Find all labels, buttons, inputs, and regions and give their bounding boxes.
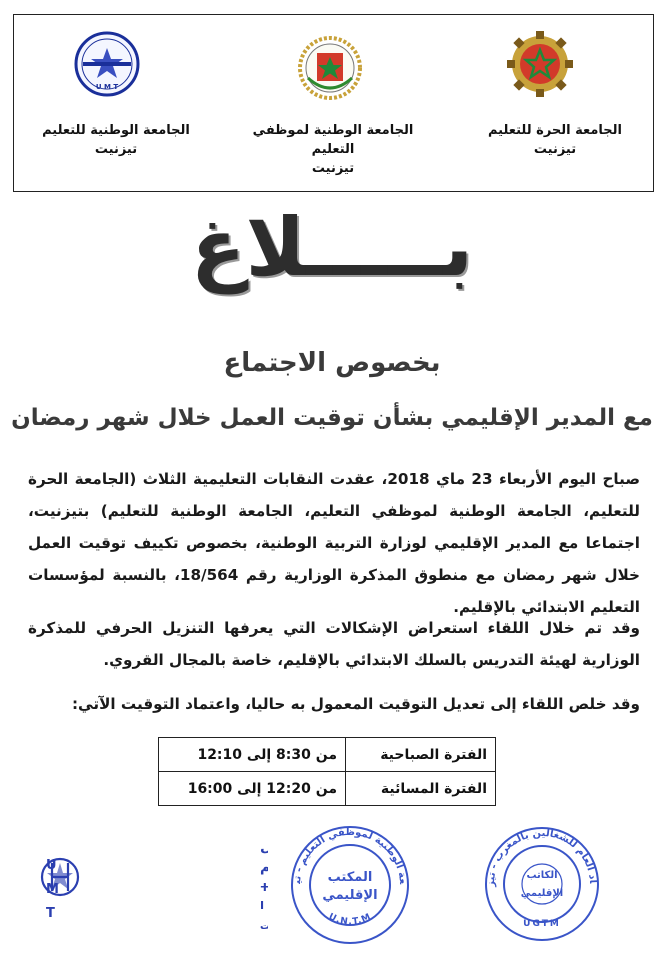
svg-text:ⵜⴰⴼⴻⴷⵔⴰⵍⵜ ⵜⴰⵏⴰⵎⵓⵔⵜ: ⵜ <box>260 881 268 894</box>
time-range <box>159 772 346 806</box>
org-name-fnfe <box>233 121 433 178</box>
svg-text:T: T <box>46 906 55 921</box>
svg-text:الجامعة الوطنية لموظفي التعليم: عة الوطنية لموظفي التعليم - تي <box>291 826 409 885</box>
svg-text:U.N.T.M: U.N.T.M <box>326 911 374 928</box>
umt-emblem-icon <box>62 30 152 100</box>
org-city-label: تيزنيت <box>94 142 138 157</box>
org-name-label: الجامعة الوطنية للتعليم <box>42 123 190 138</box>
schedule-table <box>158 737 496 806</box>
org-name-label: الجامعة الحرة للتعليم <box>487 123 623 138</box>
svg-text:M: M <box>46 882 59 897</box>
period-label: الفترة المسائية <box>346 772 496 806</box>
svg-text:U: U <box>46 858 57 873</box>
to-time: 12:10 <box>197 746 243 763</box>
notice-subtitle: بخصوص الاجتماع <box>223 348 441 378</box>
svg-text:الجامعة الوطنية للتعليم: م <box>260 859 268 875</box>
svg-text:الاتحاد المغربي للشغل: ل <box>260 839 268 855</box>
umt-abbr-letters <box>46 858 59 921</box>
svg-text:الإقليمي: الإقليمي <box>322 888 378 903</box>
notice-title: بـــــلاغ <box>190 201 474 294</box>
to-time: 16:00 <box>187 780 233 797</box>
from-time: 12:20 <box>266 780 311 797</box>
gear-star-emblem-icon <box>495 28 585 98</box>
org-city-label: تيزنيت <box>311 161 355 176</box>
table-row <box>159 738 496 772</box>
org-name-fne <box>16 121 216 159</box>
to-label: إلى <box>246 746 272 763</box>
table-row <box>159 772 496 806</box>
to-label: إلى <box>237 780 262 797</box>
period-label: الفترة الصباحية <box>346 738 496 772</box>
svg-text:المكتب الإقليمي تيزنيت: ت <box>260 921 268 932</box>
from-label: من <box>315 746 337 763</box>
svg-text:المكتب: المكتب <box>327 870 373 885</box>
time-range <box>159 738 346 772</box>
svg-text:ⵏ ⵓⵙⵙⵍⵎⴻⴷ: ⵏ <box>260 899 265 912</box>
from-label: من <box>315 780 337 797</box>
star-wreath-emblem-icon <box>285 34 375 104</box>
notice-topic: مع المدير الإقليمي بشأن توقيت العمل خلال شهر رمضان <box>11 405 653 431</box>
svg-text:الكاتب: الكاتب <box>526 870 558 881</box>
body-paragraph-3: وقد خلص اللقاء إلى تعديل التوقيت المعمول به حاليا، واعتماد التوقيت الآتي: <box>71 695 640 713</box>
svg-text:U M T: U M T <box>95 83 119 91</box>
body-paragraph-1: صباح اليوم الأربعاء 23 ماي 2018، عقدت النقابات التعليمية الثلاث (الجامعة الحرة للتعليم، الجامعة الوطنية لموظفي التعليم، الجامعة الوطنية للتعليم) بتيزنيت، اجتماعا مع المدير الإقليمي لوزارة التربية الوطنية، بخصوص تكييف توقيت العمل خلال شهر رمضان مع منطوق المذكرة الوزارية رقم 18/564، بالنسبة لمؤسسات التعليم الابتدائي بالإقليم. <box>28 470 640 616</box>
svg-text:UGTM: UGTM <box>523 919 561 929</box>
org-name-ffe <box>455 121 655 159</box>
umt-stamp <box>38 833 268 938</box>
org-name-label: الجامعة الوطنية لموظفي التعليم <box>252 123 414 157</box>
svg-text:الإقليمي: الإقليمي <box>520 888 564 899</box>
untm-stamp <box>285 823 415 948</box>
svg-text:الاتحاد العام للشغالين بالمغرب: اد العام للشغالين بالمغرب - تيز <box>485 827 599 887</box>
org-city-label: تيزنيت <box>533 142 577 157</box>
ugtm-stamp <box>480 822 605 947</box>
from-time: 8:30 <box>276 746 311 763</box>
body-paragraph-2: وقد تم خلال اللقاء استعراض الإشكالات التي يعرفها التنزيل الحرفي للمذكرة الوزارية لهيئة التدريس بالسلك الابتدائي بالإقليم، خاصة بالمجال القروي. <box>28 619 640 669</box>
